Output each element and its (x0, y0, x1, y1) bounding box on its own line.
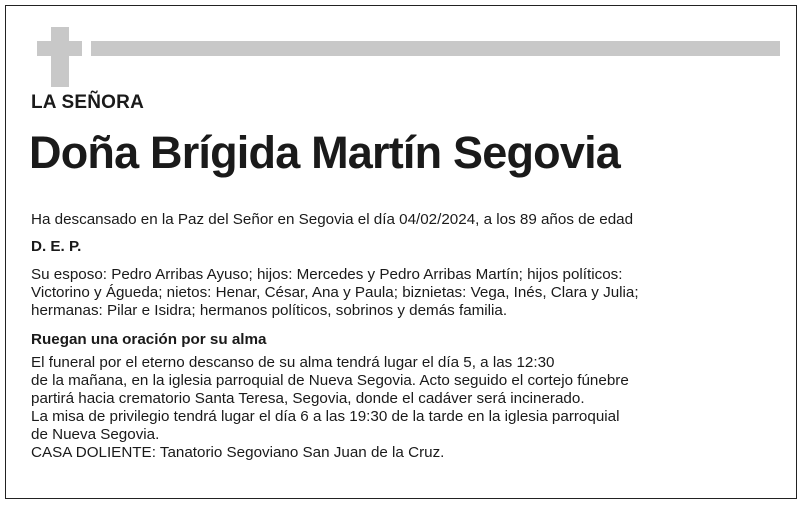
family-paragraph (31, 266, 771, 320)
deceased-name: Doña Brígida Martín Segovia (29, 127, 620, 178)
honorific-title: LA SEÑORA (31, 92, 144, 113)
funeral-line: partirá hacia crematorio Santa Teresa, Segovia, donde el cadáver será incinerado. (31, 390, 585, 407)
funeral-line: de Nueva Segovia. (31, 426, 160, 443)
dep-abbreviation: D. E. P. (31, 238, 82, 255)
cross-icon-vertical (51, 27, 69, 87)
funeral-line: de la mañana, en la iglesia parroquial de Nueva Segovia. Acto seguido el cortejo fúnebre (31, 372, 629, 389)
funeral-line: El funeral por el eterno descanso de su alma tendrá lugar el día 5, a las 12:30 (31, 354, 555, 371)
header-rule (91, 41, 780, 56)
cross-icon-horizontal (37, 41, 82, 56)
funeral-line: La misa de privilegio tendrá lugar el día 6 a las 19:30 de la tarde en la iglesia parroquial (31, 408, 620, 425)
family-line: Su esposo: Pedro Arribas Ayuso; hijos: Mercedes y Pedro Arribas Martín; hijos políticos: (31, 266, 623, 283)
family-line: hermanas: Pilar e Isidra; hermanos políticos, sobrinos y demás familia. (31, 302, 508, 319)
family-line: Victorino y Águeda; nietos: Henar, César, Ana y Paula; biznietas: Vega, Inés, Clara y Julia; (31, 284, 639, 301)
funeral-line: CASA DOLIENTE: Tanatorio Segoviano San Juan de la Cruz. (31, 444, 445, 461)
funeral-paragraph (31, 354, 771, 462)
passing-statement: Ha descansado en la Paz del Señor en Segovia el día 04/02/2024, a los 89 años de edad (31, 211, 634, 228)
prayer-request: Ruegan una oración por su alma (31, 331, 267, 348)
